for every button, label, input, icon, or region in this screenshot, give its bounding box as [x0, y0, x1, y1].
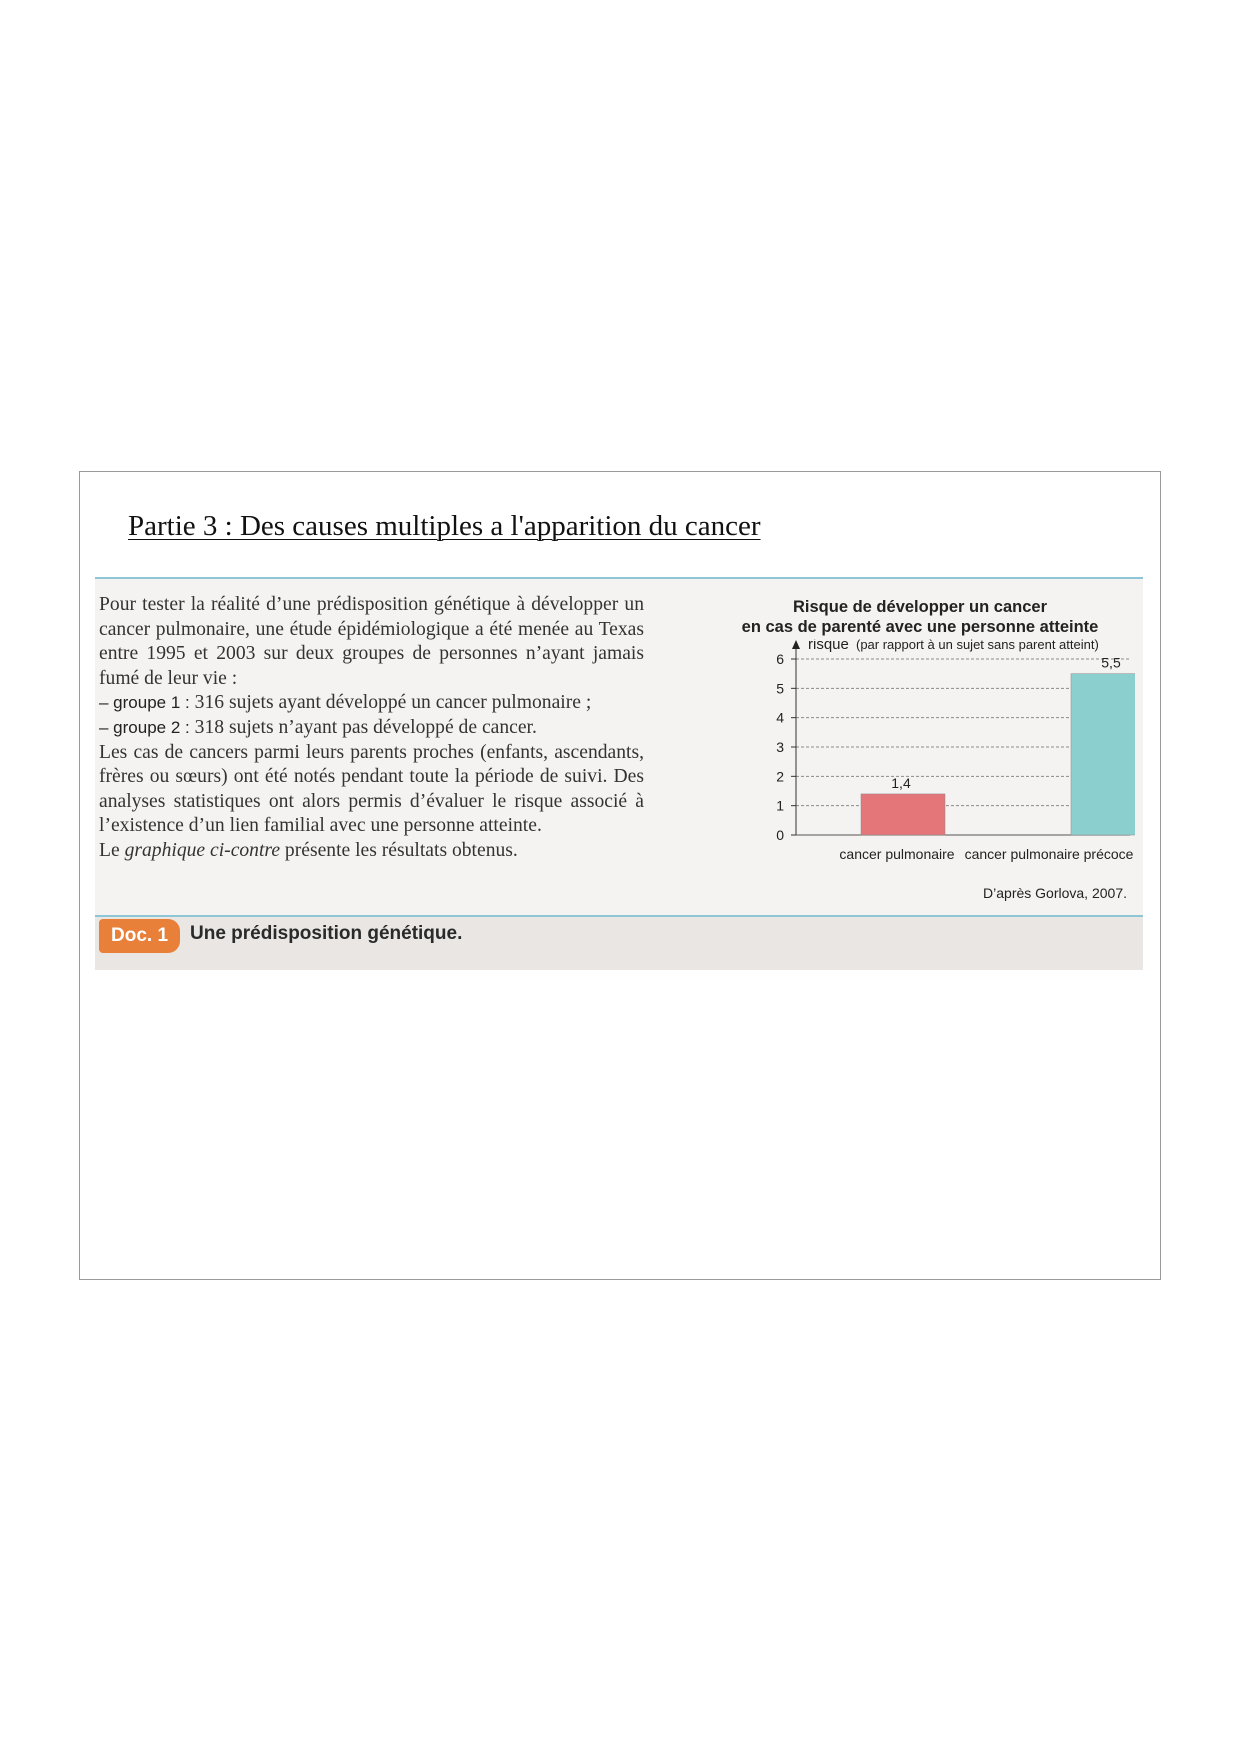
bar-chart [655, 639, 1135, 889]
group-2-label: – groupe 2 : [99, 717, 190, 737]
bar-2 [1071, 674, 1135, 835]
group-2-line [99, 716, 644, 741]
part-title: Partie 3 : Des causes multiples a l'apparition du cancer [128, 510, 761, 542]
chart-source: D’après Gorlova, 2007. [983, 885, 1127, 901]
category-label: cancer pulmonaire [839, 846, 955, 862]
conclusion-suffix: présente les résultats obtenus. [280, 839, 518, 861]
y-tick-label: 0 [776, 827, 784, 843]
y-tick-label: 1 [776, 797, 784, 814]
data-label: 5,5 [1101, 654, 1121, 671]
y-tick-label: 2 [776, 768, 784, 785]
conclusion-italic: graphique ci-contre [124, 839, 281, 861]
intro-paragraph: Pour tester la réalité d’une prédisposition génétique à développer un cancer pulmonaire, une étude épidémiologique a été menée au Texas entre 1995 et 2003 sur deux groupes de personnes n’ayant jamais fumé de leur vie : [99, 594, 644, 689]
document-body [99, 593, 644, 864]
y-tick-label: 4 [776, 709, 784, 726]
chart-title [700, 597, 1140, 637]
group-1-label: – groupe 1 : [99, 693, 190, 713]
bar-1 [861, 794, 945, 835]
chart-title-line-1: Risque de développer un cancer [793, 598, 1047, 616]
y-axis-arrow [792, 640, 800, 649]
document-panel [95, 577, 1143, 970]
doc-caption: Une prédisposition génétique. [190, 923, 463, 944]
data-label: 1,4 [891, 774, 911, 791]
group-1-line [99, 691, 644, 716]
followup-paragraph: Les cas de cancers parmi leurs parents proches (enfants, ascendants, frères ou sœurs) ont été notés pendant toute la période de suivi. Des analyses statistiques ont alors permis d’évaluer le risque associé à l’existence d’un lien familial avec une personne atteinte. [99, 741, 644, 837]
group-2-text: 318 sujets n’ayant pas développé de cancer. [189, 716, 537, 738]
y-axis-label: risque [808, 639, 849, 653]
doc-badge: Doc. 1 [99, 919, 180, 953]
category-label: cancer pulmonaire précoce [964, 846, 1134, 862]
y-axis-note: (par rapport à un sujet sans parent atteint) [856, 639, 1099, 652]
y-tick-label: 5 [776, 680, 784, 697]
y-tick-label: 3 [776, 739, 784, 755]
conclusion-prefix: Le [99, 839, 125, 861]
chart-title-line-2: en cas de parenté avec une personne atteinte [741, 618, 1099, 636]
y-tick-label: 6 [776, 651, 784, 667]
conclusion-line [99, 839, 644, 864]
group-1-text: 316 sujets ayant développé un cancer pulmonaire ; [189, 692, 592, 714]
